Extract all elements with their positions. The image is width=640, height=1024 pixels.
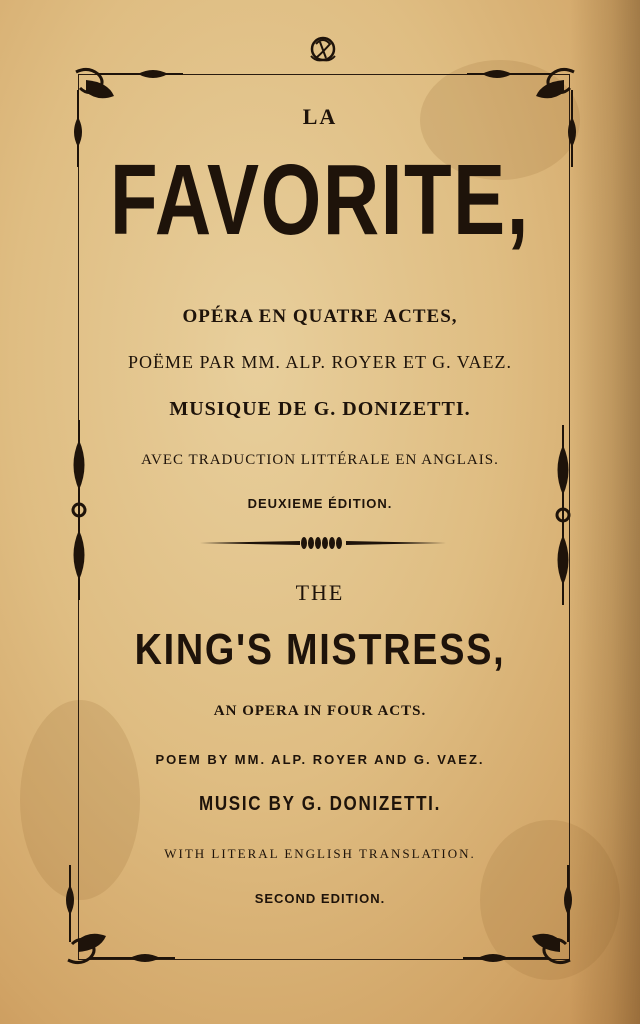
pen-divider-icon: [200, 534, 446, 552]
french-edition: DEUXIEME ÉDITION.: [247, 496, 393, 511]
french-music-credit: MUSIQUE DE G. DONIZETTI.: [169, 398, 471, 420]
french-article: LA: [302, 104, 338, 129]
monogram-ornament-icon: [306, 32, 340, 66]
floral-corner-ornament-icon: [458, 860, 578, 970]
french-translation-note: AVEC TRADUCTION LITTÉRALE EN ANGLAIS.: [141, 452, 499, 468]
english-genre: AN OPERA IN FOUR ACTS.: [213, 703, 427, 719]
english-title: KING'S MISTRESS,: [134, 625, 506, 674]
english-translation-note: WITH LITERAL ENGLISH TRANSLATION.: [164, 846, 476, 861]
english-poem-credit: POEM BY MM. ALP. ROYER AND G. VAEZ.: [155, 752, 485, 767]
french-title: FAVORITE,: [110, 144, 530, 256]
english-edition: SECOND EDITION.: [254, 891, 386, 906]
french-genre: OPÉRA EN QUATRE ACTES,: [182, 306, 458, 327]
english-music-credit: MUSIC BY G. DONIZETTI.: [198, 793, 442, 815]
english-article: THE: [295, 580, 345, 605]
floral-corner-ornament-icon: [60, 860, 180, 970]
french-poem-credit: POËME PAR MM. ALP. ROYER ET G. VAEZ.: [128, 352, 512, 372]
